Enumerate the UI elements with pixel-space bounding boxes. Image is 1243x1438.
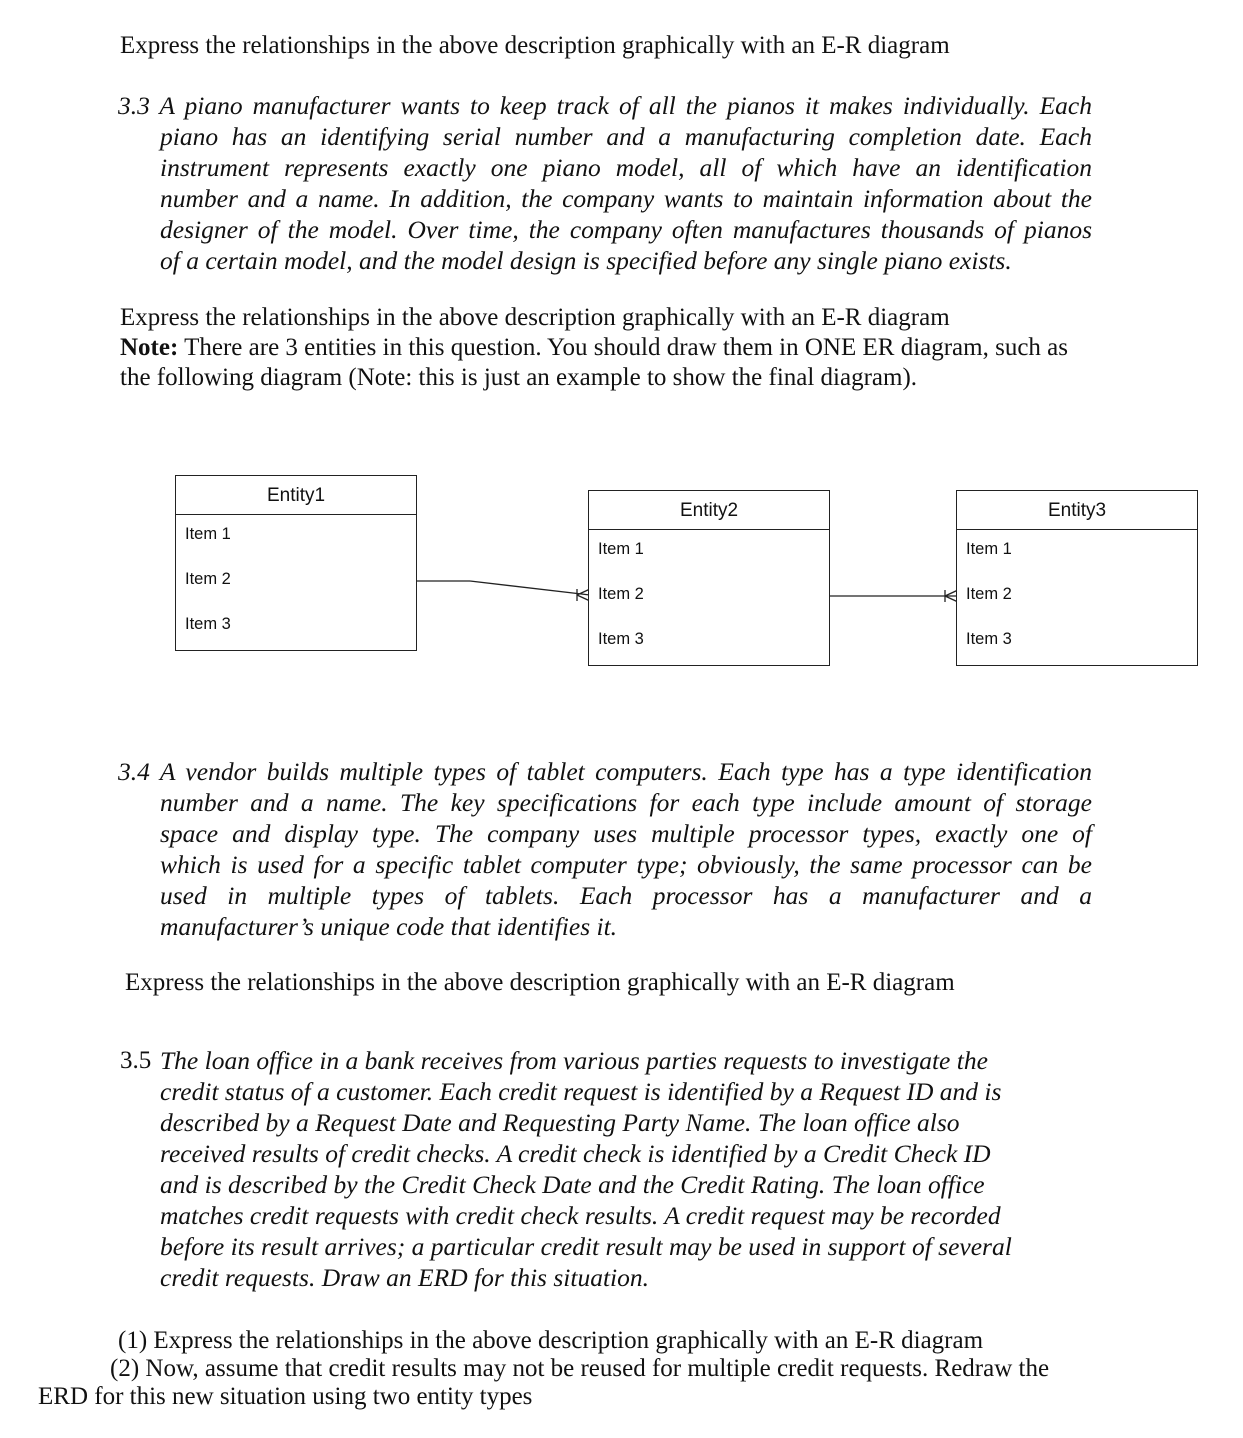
q33-instruction-line-1: Express the relationships in the above description graphically with an E-R diagram (120, 304, 950, 331)
entity-3-item-3: Item 3 (966, 630, 1012, 648)
q35-line-3: described by a Request Date and Requesting Party Name. The loan office also (160, 1108, 960, 1137)
q35-sub-2b: ERD for this new situation using two entity types (38, 1383, 533, 1410)
rel-line-1b (470, 581, 590, 595)
entity-2-item-1: Item 1 (598, 540, 644, 558)
q35-line-1: The loan office in a bank receives from various parties requests to investigate the (160, 1046, 988, 1075)
heading-top: Express the relationships in the above description graphically with an E-R diagram (120, 32, 950, 59)
entity-3-box (956, 490, 1198, 666)
entity-3-title: Entity3 (957, 491, 1197, 530)
q34-line-5: used in multiple types of tablets. Each processor has a manufacturer and a (160, 881, 1092, 910)
entity-2-item-2: Item 2 (598, 585, 644, 603)
question-3-4 (118, 756, 1092, 942)
entity-3-item-1: Item 1 (966, 540, 1012, 558)
q35-line-2: credit status of a customer. Each credit request is identified by a Request ID and is (160, 1077, 1002, 1106)
q34-line-3: space and display type. The company uses multiple processor types, exactly one of (160, 819, 1092, 848)
q35-number: 3.5 (120, 1047, 152, 1074)
q35-line-6: matches credit requests with credit check results. A credit request may be recorded (160, 1201, 1001, 1230)
entity-1-box (175, 475, 417, 651)
q34-line-1: 3.4 A vendor builds multiple types of tablet computers. Each type has a type identification (118, 757, 1092, 786)
q33-line-3: instrument represents exactly one piano model, all of which have an identification (160, 153, 1092, 182)
q33-line-4: number and a name. In addition, the company wants to maintain information about the (160, 184, 1092, 213)
entity-2-title: Entity2 (589, 491, 829, 530)
q34-line-2: number and a name. The key specifications for each type include amount of storage (160, 788, 1092, 817)
entity-3-item-2: Item 2 (966, 585, 1012, 603)
question-3-5 (160, 1045, 1070, 1293)
entity-1-item-1: Item 1 (185, 525, 231, 543)
q35-line-5: and is described by the Credit Check Date and the Credit Rating. The loan office (160, 1170, 985, 1199)
q33-line-6: of a certain model, and the model design is specified before any single piano exists. (160, 246, 1012, 275)
entity-2-item-3: Item 3 (598, 630, 644, 648)
entity-1-item-3: Item 3 (185, 615, 231, 633)
q35-line-7: before its result arrives; a particular credit result may be used in support of several (160, 1232, 1012, 1261)
entity-1-title: Entity1 (176, 476, 416, 515)
entity-1-item-2: Item 2 (185, 570, 231, 588)
q33-line-1: 3.3 A piano manufacturer wants to keep track of all the pianos it makes individually. Each (118, 91, 1092, 120)
note-text: There are 3 entities in this question. You should draw them in ONE ER diagram, such as (178, 334, 1068, 361)
q33-instruction-line-3: the following diagram (Note: this is just an example to show the final diagram). (120, 364, 918, 391)
q35-sub-1: (1) Express the relationships in the above description graphically with an E-R diagram (118, 1327, 984, 1354)
q35-sub-2a: (2) Now, assume that credit results may not be reused for multiple credit requests. Redraw the (110, 1355, 1050, 1382)
q33-line-5: designer of the model. Over time, the company often manufactures thousands of pianos (160, 215, 1092, 244)
q35-line-8: credit requests. Draw an ERD for this situation. (160, 1263, 649, 1292)
entity-2-box (588, 490, 830, 666)
note-label: Note: (120, 334, 179, 361)
q33-line-2: piano has an identifying serial number and a manufacturing completion date. Each (160, 122, 1092, 151)
q34-line-4: which is used for a specific tablet computer type; obviously, the same processor can be (160, 850, 1092, 879)
q34-line-6: manufacturer’s unique code that identifies it. (160, 912, 618, 941)
q35-line-4: received results of credit checks. A credit check is identified by a Credit Check ID (160, 1139, 991, 1168)
q34-instruction: Express the relationships in the above description graphically with an E-R diagram (125, 969, 955, 996)
